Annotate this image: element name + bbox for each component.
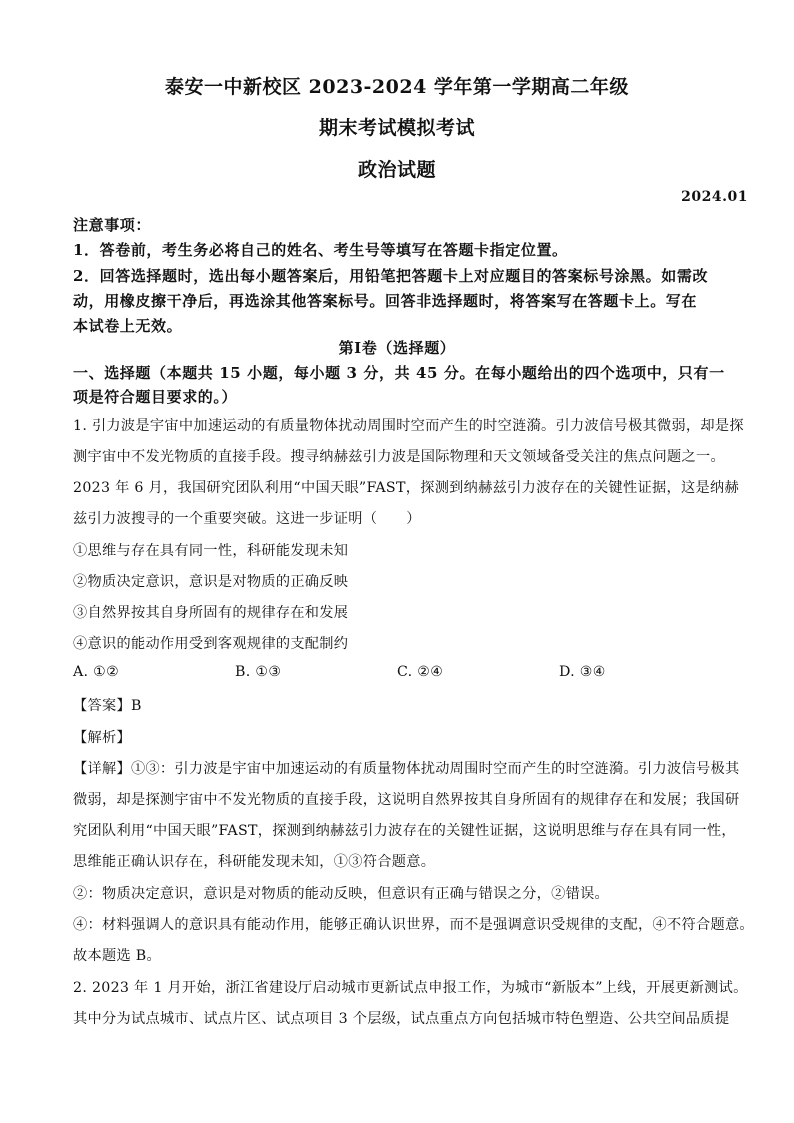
q1-option-a: A. ①②: [73, 664, 120, 680]
exam-title-school: 泰安一中新校区 2023-2024 学年第一学期高二年级: [165, 76, 629, 98]
notice-item-2-line-3: 本试卷上无效。: [73, 317, 183, 335]
q1-statement-3: ③自然界按其自身所固有的规律存在和发展: [73, 605, 349, 621]
q2-stem-line-2: 其中分为试点城市、试点片区、试点项目 3 个层级，试点重点方向包括城市特色塑造、公共空间品质提: [73, 1011, 730, 1027]
exam-title-subject: 政治试题: [357, 159, 436, 181]
part-1-instructions-line-2: 项是符合题目要求的。）: [73, 388, 238, 406]
section-title: 第Ⅰ卷（选择题）: [338, 339, 456, 357]
part-1-instructions-line-1: 一、选择题（本题共 15 小题，每小题 3 分，共 45 分。在每小题给出的四个选项中，只有一: [73, 364, 725, 382]
notice-item-1: 1．答卷前，考生务必将自己的姓名、考生号等填写在答题卡指定位置。: [73, 241, 568, 259]
q1-detail-line-7: 故本题选 B。: [73, 948, 161, 964]
q1-option-c: C. ②④: [397, 664, 444, 680]
q1-detail-line-6: ④：材料强调人的意识具有能动作用，能够正确认识世界，而不是强调意识受规律的支配，④不符合题意。: [73, 917, 754, 933]
q1-option-b: B. ①③: [235, 664, 282, 680]
q1-detail-line-1: 【详解】①③：引力波是宇宙中加速运动的有质量物体扰动周围时空而产生的时空涟漪。引力波信号极其: [73, 761, 740, 777]
q1-stem-line-4: 兹引力波搜寻的一个重要突破。这进一步证明（ ）: [73, 511, 421, 527]
q1-answer: 【答案】B: [73, 698, 142, 714]
q1-statement-1: ①思维与存在具有同一性，科研能发现未知: [73, 543, 349, 559]
notice-item-2-line-2: 动，用橡皮擦干净后，再选涂其他答案标号。回答非选择题时，将答案写在答题卡上。写在: [73, 292, 698, 310]
q1-options: [73, 664, 733, 680]
notice-heading: 注意事项：: [73, 216, 152, 234]
exam-title-type: 期末考试模拟考试: [318, 117, 475, 139]
q2-stem-line-1: 2. 2023 年 1 月开始，浙江省建设厅启动城市更新试点申报工作，为城市“新版本”上线，开展更新测试。: [73, 980, 748, 996]
q1-stem-line-2: 测宇宙中不发光物质的直接手段。搜寻纳赫兹引力波是国际物理和天文领域备受关注的焦点问题之一。: [73, 449, 725, 465]
q1-detail-line-2: 微弱，却是探测宇宙中不发光物质的直接手段，这说明自然界按其自身所固有的规律存在和发展；我国研: [73, 792, 740, 808]
q1-statement-2: ②物质决定意识，意识是对物质的正确反映: [73, 574, 349, 590]
q1-statement-4: ④意识的能动作用受到客观规律的支配制约: [73, 636, 349, 652]
q1-stem-line-1: 1. 引力波是宇宙中加速运动的有质量物体扰动周围时空而产生的时空涟漪。引力波信号极其微弱，却是探: [73, 418, 744, 434]
q1-option-d: D. ③④: [559, 664, 606, 680]
q1-analysis-heading: 【解析】: [73, 730, 131, 746]
q1-detail-line-5: ②：物质决定意识，意识是对物质的能动反映，但意识有正确与错误之分，②错误。: [73, 886, 610, 902]
exam-date: 2024.01: [681, 189, 748, 205]
q1-stem-line-3: 2023 年 6 月，我国研究团队利用“中国天眼”FAST，探测到纳赫兹引力波存在的关键性证据，这是纳赫: [73, 480, 739, 496]
q1-detail-line-3: 究团队利用“中国天眼”FAST，探测到纳赫兹引力波存在的关键性证据，这说明思维与存在具有同一性，: [73, 823, 736, 839]
q1-detail-line-4: 思维能正确认识存在，科研能发现未知，①③符合题意。: [73, 854, 436, 870]
notice-item-2-line-1: 2．回答选择题时，选出每小题答案后，用铅笔把答题卡上对应题目的答案标号涂黑。如需改: [73, 267, 709, 285]
